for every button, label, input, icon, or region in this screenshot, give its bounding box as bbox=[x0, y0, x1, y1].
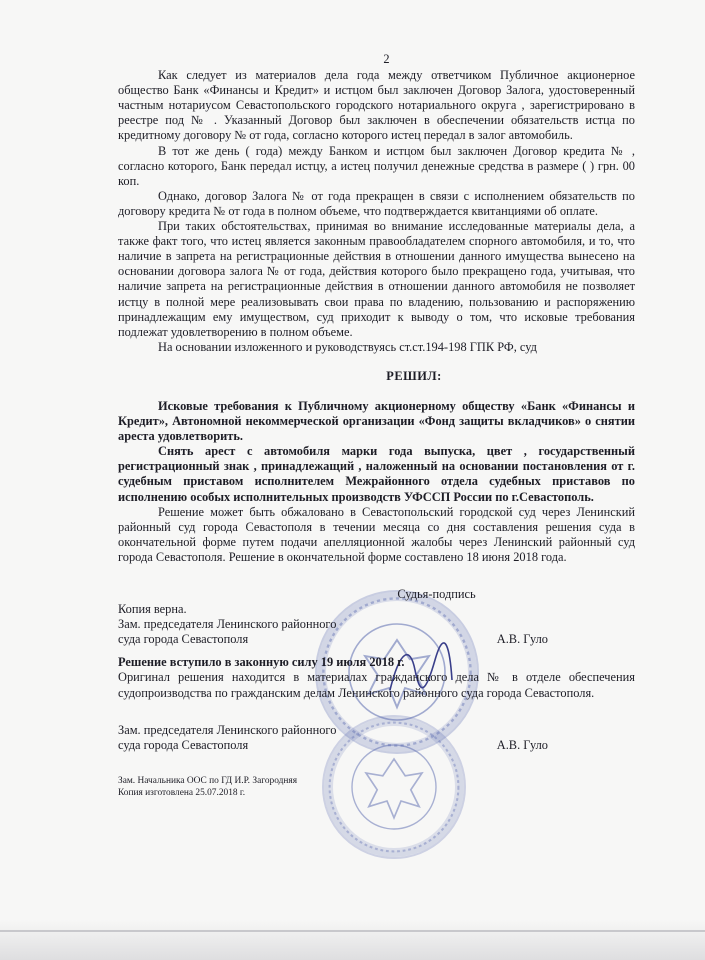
deputy-title-line1: Зам. председателя Ленинского районного bbox=[118, 617, 337, 632]
signer-name: А.В. Гуло bbox=[496, 632, 548, 647]
paragraph-1: Как следует из материалов дела года между ответчиком Публичное акционерное общество Банк «Финансы и Кредит» и истцом был заключен Договор Залога, удостоверенный частным нотариусом Севастопольского городского нотариального округа , зарегистрировано в реестре под № . Указанный Договор был заключен в обеспечении обязательств истца по кредитному договору № от года, согласно которого истец передал в залог автомобиль. bbox=[118, 68, 635, 143]
paragraph-2: В тот же день ( года) между Банком и истцом был заключен Договор кредита № , согласно которого, Банк передал истцу, а истец получил денежные средства в размере ( ) грн. 00 коп. bbox=[118, 143, 635, 188]
page-bottom-shadow bbox=[0, 920, 705, 960]
page-number: 2 bbox=[383, 52, 390, 66]
signer2-name: А.В. Гуло bbox=[496, 737, 548, 752]
decision-title: РЕШИЛ: bbox=[386, 368, 442, 383]
decision-paragraph-1: Исковые требования к Публичному акционерному обществу «Банк «Финансы и Кредит», Автономной некоммерческой организации «Фонд защиты вкладчиков» о снятии ареста удовлетворить. bbox=[118, 398, 635, 444]
decision-paragraph-3: Решение может быть обжаловано в Севастопольский городской суд через Ленинский районный суд города Севастополя в течении месяца со дня составления решения суда в окончательной форме путем подачи апелляционной жалобы через Ленинский районный суд города Севастополя. Решение в окончательной форме составлено 18 июня 2018 года. bbox=[118, 504, 635, 564]
footer-official: Зам. Начальника ООС по ГД И.Р. Загородняя bbox=[118, 775, 298, 786]
in-force-note: Решение вступило в законную силу 19 июля 2018 г. bbox=[118, 655, 405, 670]
deputy2-title-line1: Зам. председателя Ленинского районного bbox=[118, 722, 337, 737]
original-location-note: Оригинал решения находится в материалах гражданского дела № в отделе обеспечения судопроизводства по гражданским делам Ленинского районного суда города Севастополя. bbox=[118, 670, 635, 700]
paragraph-3: Однако, договор Залога № от года прекращен в связи с исполнением обязательств по договору кредита № от года в полном объеме, что подтверждается квитанциями об оплате. bbox=[118, 188, 635, 218]
paragraph-4: При таких обстоятельствах, принимая во внимание исследованные материалы дела, а также факт того, что истец является законным правообладателем спорного автомобиля, и то, что наличие в запрета на регистрационные действия в отношении данного имущества вынесено на основании договора залога № от года, действия которого было прекращено года, учитывая, что наличие запрета на регистрационные действия в отношении данного автомобиля не позволяет истцу в полной мере реализовывать свои права по владению, пользованию и распоряжению принадлежащим ему имуществом, суд приходит к выводу о том, что исковые требования подлежат удовлетворению в полном объеме. bbox=[118, 219, 635, 339]
paragraph-5: На основании изложенного и руководствуясь ст.ст.194-198 ГПК РФ, суд bbox=[158, 339, 537, 354]
document-body bbox=[118, 52, 635, 799]
decision-paragraph-2: Снять арест с автомобиля марки года выпуска, цвет , государственный регистрационный знак , принадлежащий , наложенный на основании постановления от г. судебным приставом исполнителем Межрайонного отдела судебных приставов по исполнению особых исполнительных производств УФССП России по г.Севастополь. bbox=[118, 444, 635, 504]
page-edge bbox=[0, 930, 705, 932]
deputy-title-line2: суда города Севастополя bbox=[118, 632, 249, 647]
copy-verified: Копия верна. bbox=[118, 602, 187, 617]
deputy2-title-line2: суда города Севастополя bbox=[118, 737, 249, 752]
footer-copy-date: Копия изготовлена 25.07.2018 г. bbox=[118, 787, 246, 798]
judge-signature-label: Судья-подпись bbox=[397, 587, 476, 601]
